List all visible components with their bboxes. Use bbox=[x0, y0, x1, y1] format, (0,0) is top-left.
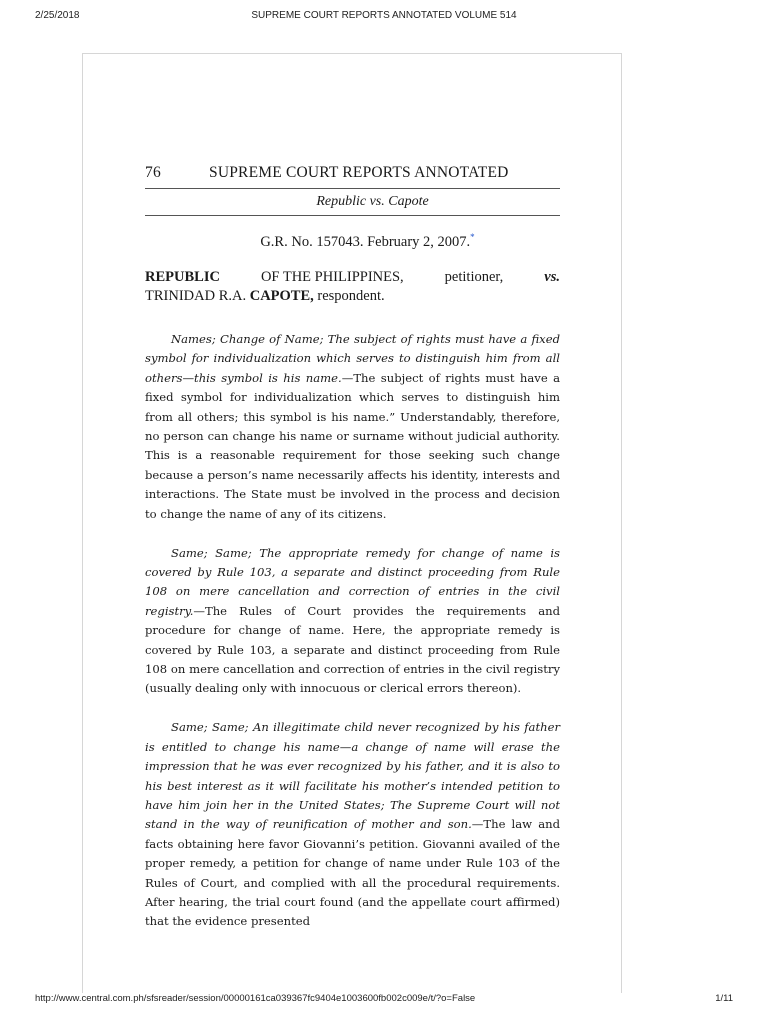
print-header bbox=[0, 10, 768, 26]
footnote-mark[interactable]: * bbox=[470, 232, 475, 242]
case-short-title: Republic vs. Capote bbox=[316, 194, 429, 209]
print-page-count: 1/11 bbox=[715, 993, 733, 1004]
print-footer bbox=[0, 993, 768, 1009]
syllabus-paragraph bbox=[145, 544, 560, 699]
petitioner-role: petitioner, bbox=[444, 269, 504, 285]
respondent-role: respondent. bbox=[317, 288, 385, 304]
syllabus-text: —The Rules of Court provides the requirements and procedure for change of name. Here, the appropriate remedy is covered by Rule 103, a separate and distinct proceeding from Rule 108 on mere cancellation and correction of entries in the civil registry (usually dealing only with innocuous or clerical errors thereon). bbox=[145, 603, 560, 696]
syllabus-keywords: Names; Change of Name; The subject of rights must have a fixed symbol for individualization which serves to distinguish him from all others—this symbol is his name. bbox=[145, 332, 560, 385]
gr-number-line bbox=[145, 232, 560, 252]
syllabus-keywords: Same; Same; An illegitimate child never recognized by his father is entitled to change his name—a change of name will erase the impression that he was ever recognized by his father, and it is also to his best interest as it will facilitate his mother’s intended petition to have him join her in the United States; The Supreme Court will not stand in the way of reunification of mother and son. bbox=[145, 720, 560, 832]
syllabus-paragraph bbox=[145, 718, 560, 931]
print-date: 2/25/2018 bbox=[35, 10, 80, 21]
print-url[interactable]: http://www.central.com.ph/sfsreader/session/00000161ca039367fc9404e1003600fb002c009e/t/?o=False bbox=[35, 993, 476, 1004]
syllabus-keywords: Same; Same; The appropriate remedy for change of name is covered by Rule 103, a separate and distinct proceeding from Rule 108 on mere cancellation and correction of entries in the civil registry. bbox=[145, 545, 560, 618]
petitioner-name-rest: OF THE PHILIPPINES, bbox=[260, 269, 404, 285]
document-page bbox=[145, 160, 560, 951]
petitioner-name-bold: REPUBLIC bbox=[145, 269, 220, 285]
syllabus bbox=[145, 330, 560, 932]
gr-number: G.R. No. 157043. February 2, 2007. bbox=[260, 233, 471, 250]
print-title: SUPREME COURT REPORTS ANNOTATED VOLUME 514 bbox=[251, 10, 517, 21]
reporter-title: SUPREME COURT REPORTS ANNOTATED bbox=[209, 164, 509, 181]
versus: vs. bbox=[544, 269, 560, 285]
respondent-name: TRINIDAD R.A. bbox=[145, 288, 247, 304]
running-head bbox=[145, 160, 560, 188]
syllabus-paragraph bbox=[145, 330, 560, 524]
header-rule-bottom bbox=[145, 215, 560, 216]
syllabus-text: —The subject of rights must have a fixed symbol for individualization which serves to distinguish him from all others; this symbol is his name.” Understandably, therefore, no person can change his name or surname without judicial authority. This is a reasonable requirement for those seeking such change because a person’s name necessarily affects his identity, interests and interactions. The State must be involved in the process and decision to change the name of any of its citizens. bbox=[145, 370, 560, 521]
respondent-surname: CAPOTE, bbox=[249, 288, 314, 304]
syllabus-text: —The law and facts obtaining here favor Giovanni’s petition. Giovanni availed of the proper remedy, a petition for change of name under Rule 103 of the Rules of Court, and complied with all the procedural requirements. After hearing, the trial court found (and the appellate court affirmed) that the evidence presented bbox=[145, 817, 560, 929]
case-parties bbox=[145, 268, 560, 306]
page-number: 76 bbox=[145, 164, 161, 181]
